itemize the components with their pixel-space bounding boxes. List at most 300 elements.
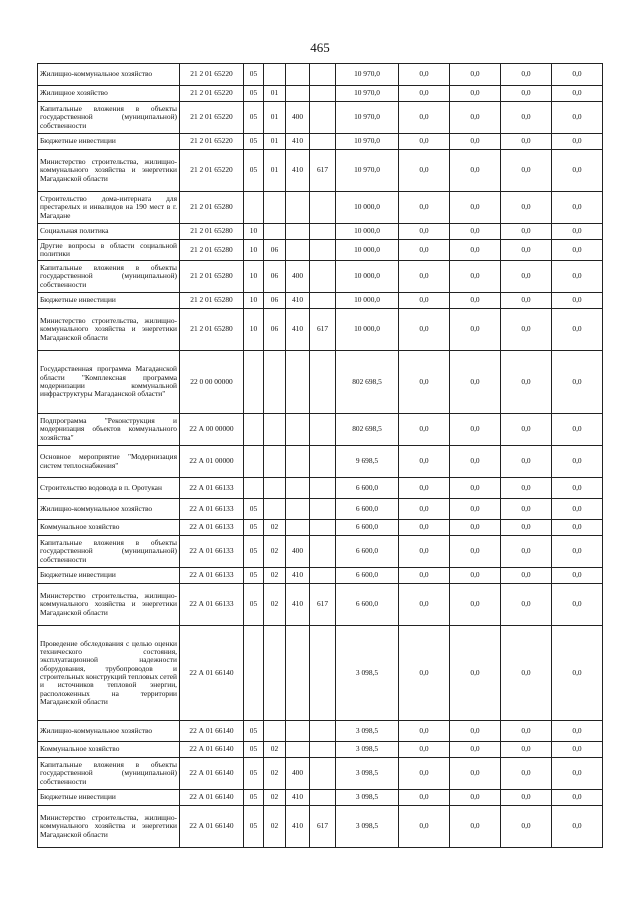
row-value-1: 0,0	[399, 261, 450, 293]
row-value-4: 0,0	[552, 499, 603, 520]
row-subsection	[264, 499, 286, 520]
row-administrator	[310, 721, 336, 742]
row-code: 22 А 01 66140	[180, 626, 244, 721]
row-value-2: 0,0	[450, 536, 501, 568]
row-value-3: 0,0	[501, 568, 552, 584]
row-amount: 10 000,0	[336, 293, 399, 309]
row-administrator	[310, 414, 336, 446]
row-value-2: 0,0	[450, 721, 501, 742]
row-value-4: 0,0	[552, 758, 603, 790]
row-subsection: 02	[264, 568, 286, 584]
row-value-4: 0,0	[552, 721, 603, 742]
row-value-1: 0,0	[399, 446, 450, 478]
row-value-4: 0,0	[552, 192, 603, 224]
row-administrator	[310, 520, 336, 536]
table-row	[38, 414, 603, 446]
row-value-4: 0,0	[552, 446, 603, 478]
row-subsection: 06	[264, 293, 286, 309]
row-administrator	[310, 86, 336, 102]
row-value-1: 0,0	[399, 192, 450, 224]
table-row	[38, 520, 603, 536]
row-amount: 10 000,0	[336, 309, 399, 351]
row-administrator	[310, 192, 336, 224]
row-value-3: 0,0	[501, 192, 552, 224]
row-name: Министерство строительства, жилищно-коммунального хозяйства и энергетики Магаданской области	[38, 150, 180, 192]
row-section: 05	[244, 520, 264, 536]
row-value-1: 0,0	[399, 86, 450, 102]
row-name: Министерство строительства, жилищно-коммунального хозяйства и энергетики Магаданской области	[38, 806, 180, 848]
row-expense-type	[286, 742, 310, 758]
row-code: 22 А 01 66133	[180, 499, 244, 520]
row-value-1: 0,0	[399, 536, 450, 568]
row-value-2: 0,0	[450, 626, 501, 721]
row-value-4: 0,0	[552, 626, 603, 721]
row-value-4: 0,0	[552, 568, 603, 584]
row-name: Строительство водовода в п. Оротукан	[38, 478, 180, 499]
row-subsection: 01	[264, 102, 286, 134]
row-section	[244, 446, 264, 478]
row-value-4: 0,0	[552, 64, 603, 86]
row-code: 21 2 01 65220	[180, 86, 244, 102]
row-amount: 3 098,5	[336, 758, 399, 790]
row-subsection: 06	[264, 309, 286, 351]
row-expense-type	[286, 626, 310, 721]
row-administrator	[310, 568, 336, 584]
row-section: 10	[244, 261, 264, 293]
row-code: 21 2 01 65220	[180, 64, 244, 86]
table-row	[38, 742, 603, 758]
row-section	[244, 351, 264, 414]
row-section: 05	[244, 134, 264, 150]
row-value-3: 0,0	[501, 224, 552, 240]
row-name: Капитальные вложения в объекты государственной (муниципальной) собственности	[38, 261, 180, 293]
row-value-2: 0,0	[450, 478, 501, 499]
row-name: Бюджетные инвестиции	[38, 568, 180, 584]
row-amount: 10 970,0	[336, 64, 399, 86]
row-value-1: 0,0	[399, 224, 450, 240]
row-value-4: 0,0	[552, 790, 603, 806]
row-code: 21 2 01 65280	[180, 224, 244, 240]
row-subsection: 02	[264, 758, 286, 790]
row-subsection: 06	[264, 261, 286, 293]
row-amount: 802 698,5	[336, 351, 399, 414]
table-row	[38, 790, 603, 806]
row-administrator: 617	[310, 150, 336, 192]
row-value-2: 0,0	[450, 224, 501, 240]
row-expense-type: 400	[286, 536, 310, 568]
row-value-1: 0,0	[399, 150, 450, 192]
row-section: 10	[244, 224, 264, 240]
table-row	[38, 446, 603, 478]
row-value-4: 0,0	[552, 520, 603, 536]
row-value-4: 0,0	[552, 102, 603, 134]
row-expense-type	[286, 351, 310, 414]
row-expense-type: 400	[286, 261, 310, 293]
row-expense-type	[286, 520, 310, 536]
row-name: Коммунальное хозяйство	[38, 520, 180, 536]
row-code: 22 А 01 66140	[180, 721, 244, 742]
table-row	[38, 134, 603, 150]
row-value-4: 0,0	[552, 351, 603, 414]
table-row	[38, 293, 603, 309]
row-subsection: 01	[264, 134, 286, 150]
row-expense-type	[286, 721, 310, 742]
row-section: 10	[244, 309, 264, 351]
table-row	[38, 261, 603, 293]
table-row	[38, 499, 603, 520]
page-number: 465	[310, 40, 330, 55]
row-name: Министерство строительства, жилищно-коммунального хозяйства и энергетики Магаданской области	[38, 584, 180, 626]
row-value-2: 0,0	[450, 240, 501, 261]
row-value-3: 0,0	[501, 499, 552, 520]
budget-table	[37, 63, 603, 848]
row-expense-type	[286, 86, 310, 102]
row-value-3: 0,0	[501, 134, 552, 150]
row-administrator: 617	[310, 309, 336, 351]
row-expense-type	[286, 224, 310, 240]
row-administrator	[310, 536, 336, 568]
row-value-1: 0,0	[399, 478, 450, 499]
row-value-3: 0,0	[501, 293, 552, 309]
row-value-1: 0,0	[399, 806, 450, 848]
row-value-3: 0,0	[501, 721, 552, 742]
row-amount: 10 000,0	[336, 192, 399, 224]
row-value-3: 0,0	[501, 351, 552, 414]
row-value-1: 0,0	[399, 626, 450, 721]
row-name: Бюджетные инвестиции	[38, 790, 180, 806]
row-name: Капитальные вложения в объекты государственной (муниципальной) собственности	[38, 536, 180, 568]
row-expense-type: 410	[286, 584, 310, 626]
row-code: 22 А 01 66133	[180, 584, 244, 626]
row-value-4: 0,0	[552, 293, 603, 309]
row-expense-type: 400	[286, 102, 310, 134]
row-expense-type: 410	[286, 293, 310, 309]
row-value-3: 0,0	[501, 446, 552, 478]
row-subsection	[264, 192, 286, 224]
row-value-3: 0,0	[501, 86, 552, 102]
row-amount: 10 000,0	[336, 261, 399, 293]
table-row	[38, 192, 603, 224]
row-value-3: 0,0	[501, 806, 552, 848]
row-amount: 9 698,5	[336, 446, 399, 478]
row-name: Капитальные вложения в объекты государственной (муниципальной) собственности	[38, 102, 180, 134]
row-section	[244, 414, 264, 446]
row-value-4: 0,0	[552, 240, 603, 261]
table-row	[38, 150, 603, 192]
row-name: Жилищное хозяйство	[38, 86, 180, 102]
row-value-2: 0,0	[450, 790, 501, 806]
row-subsection: 02	[264, 790, 286, 806]
row-value-2: 0,0	[450, 134, 501, 150]
row-value-3: 0,0	[501, 150, 552, 192]
row-section: 05	[244, 584, 264, 626]
row-code: 21 2 01 65220	[180, 102, 244, 134]
row-value-1: 0,0	[399, 64, 450, 86]
row-administrator	[310, 351, 336, 414]
row-value-3: 0,0	[501, 240, 552, 261]
row-expense-type: 410	[286, 790, 310, 806]
row-value-2: 0,0	[450, 192, 501, 224]
row-value-1: 0,0	[399, 240, 450, 261]
row-value-1: 0,0	[399, 293, 450, 309]
row-value-2: 0,0	[450, 499, 501, 520]
row-value-1: 0,0	[399, 520, 450, 536]
row-value-3: 0,0	[501, 790, 552, 806]
table-row	[38, 758, 603, 790]
table-row	[38, 102, 603, 134]
row-section: 05	[244, 568, 264, 584]
row-value-4: 0,0	[552, 261, 603, 293]
row-amount: 3 098,5	[336, 721, 399, 742]
row-amount: 3 098,5	[336, 626, 399, 721]
row-section: 05	[244, 499, 264, 520]
row-value-4: 0,0	[552, 224, 603, 240]
row-value-3: 0,0	[501, 102, 552, 134]
row-amount: 10 970,0	[336, 134, 399, 150]
row-subsection	[264, 478, 286, 499]
row-name: Бюджетные инвестиции	[38, 134, 180, 150]
row-value-2: 0,0	[450, 309, 501, 351]
row-value-2: 0,0	[450, 584, 501, 626]
row-value-3: 0,0	[501, 478, 552, 499]
row-code: 22 А 01 66140	[180, 790, 244, 806]
row-value-2: 0,0	[450, 806, 501, 848]
row-code: 22 А 01 00000	[180, 446, 244, 478]
row-expense-type: 410	[286, 806, 310, 848]
row-expense-type: 410	[286, 134, 310, 150]
row-section: 05	[244, 790, 264, 806]
row-expense-type	[286, 499, 310, 520]
table-row	[38, 536, 603, 568]
table-row	[38, 626, 603, 721]
row-value-2: 0,0	[450, 86, 501, 102]
row-name: Строительство дома-интерната для престарелых и инвалидов на 190 мест в г. Магадане	[38, 192, 180, 224]
row-administrator	[310, 626, 336, 721]
row-expense-type	[286, 478, 310, 499]
row-amount: 10 970,0	[336, 150, 399, 192]
row-administrator	[310, 293, 336, 309]
row-code: 21 2 01 65280	[180, 192, 244, 224]
row-administrator: 617	[310, 806, 336, 848]
row-subsection	[264, 351, 286, 414]
row-section: 10	[244, 293, 264, 309]
row-value-3: 0,0	[501, 309, 552, 351]
row-administrator	[310, 446, 336, 478]
row-section: 05	[244, 721, 264, 742]
row-code: 22 А 01 66140	[180, 758, 244, 790]
row-subsection	[264, 721, 286, 742]
row-subsection	[264, 446, 286, 478]
row-name: Проведение обследования с целью оценки технического состояния, эксплуатационной надежности оборудования, трубопроводов и строительных конструкций тепловых сетей и источников тепловой энергии, расположенных на территории Магаданской области	[38, 626, 180, 721]
row-subsection: 01	[264, 86, 286, 102]
row-code: 22 А 01 66140	[180, 742, 244, 758]
row-amount: 10 970,0	[336, 102, 399, 134]
row-expense-type	[286, 414, 310, 446]
row-name: Министерство строительства, жилищно-коммунального хозяйства и энергетики Магаданской области	[38, 309, 180, 351]
row-administrator	[310, 478, 336, 499]
row-value-2: 0,0	[450, 261, 501, 293]
row-value-2: 0,0	[450, 446, 501, 478]
row-amount: 10 970,0	[336, 86, 399, 102]
row-subsection: 02	[264, 584, 286, 626]
table-row	[38, 721, 603, 742]
row-value-4: 0,0	[552, 478, 603, 499]
row-administrator	[310, 790, 336, 806]
row-section: 05	[244, 86, 264, 102]
row-expense-type	[286, 64, 310, 86]
row-administrator	[310, 64, 336, 86]
row-value-1: 0,0	[399, 499, 450, 520]
row-name: Жилищно-коммунальное хозяйство	[38, 499, 180, 520]
table-row	[38, 224, 603, 240]
row-value-1: 0,0	[399, 134, 450, 150]
row-expense-type: 400	[286, 758, 310, 790]
row-expense-type	[286, 240, 310, 261]
row-administrator	[310, 240, 336, 261]
row-value-1: 0,0	[399, 414, 450, 446]
row-amount: 6 600,0	[336, 584, 399, 626]
row-value-4: 0,0	[552, 584, 603, 626]
row-section: 05	[244, 806, 264, 848]
row-administrator	[310, 102, 336, 134]
row-amount: 3 098,5	[336, 806, 399, 848]
table-row	[38, 309, 603, 351]
row-subsection: 06	[264, 240, 286, 261]
row-code: 22 А 01 66133	[180, 520, 244, 536]
row-section: 05	[244, 150, 264, 192]
row-code: 22 А 01 66140	[180, 806, 244, 848]
row-administrator	[310, 134, 336, 150]
row-value-2: 0,0	[450, 102, 501, 134]
row-amount: 10 000,0	[336, 224, 399, 240]
row-expense-type: 410	[286, 150, 310, 192]
row-subsection	[264, 64, 286, 86]
row-section: 10	[244, 240, 264, 261]
row-value-3: 0,0	[501, 414, 552, 446]
table-row	[38, 240, 603, 261]
row-value-1: 0,0	[399, 790, 450, 806]
row-value-2: 0,0	[450, 150, 501, 192]
row-value-1: 0,0	[399, 351, 450, 414]
row-administrator: 617	[310, 584, 336, 626]
row-value-4: 0,0	[552, 414, 603, 446]
row-value-4: 0,0	[552, 134, 603, 150]
row-code: 21 2 01 65280	[180, 240, 244, 261]
row-subsection	[264, 224, 286, 240]
row-value-1: 0,0	[399, 568, 450, 584]
row-subsection: 02	[264, 806, 286, 848]
row-value-1: 0,0	[399, 309, 450, 351]
row-administrator	[310, 742, 336, 758]
row-value-2: 0,0	[450, 293, 501, 309]
row-code: 22 А 01 66133	[180, 536, 244, 568]
row-administrator	[310, 758, 336, 790]
row-name: Жилищно-коммунальное хозяйство	[38, 721, 180, 742]
row-subsection	[264, 626, 286, 721]
row-name: Социальная политика	[38, 224, 180, 240]
row-subsection	[264, 414, 286, 446]
table-row	[38, 584, 603, 626]
table-row	[38, 64, 603, 86]
row-amount: 6 600,0	[336, 520, 399, 536]
row-value-2: 0,0	[450, 758, 501, 790]
row-value-2: 0,0	[450, 568, 501, 584]
row-administrator	[310, 261, 336, 293]
row-code: 22 А 01 66133	[180, 478, 244, 499]
table-row	[38, 351, 603, 414]
row-expense-type	[286, 446, 310, 478]
row-name: Основное мероприятие "Модернизация систем теплоснабжения"	[38, 446, 180, 478]
row-code: 21 2 01 65280	[180, 261, 244, 293]
row-subsection: 02	[264, 536, 286, 568]
row-value-3: 0,0	[501, 742, 552, 758]
row-name: Капитальные вложения в объекты государственной (муниципальной) собственности	[38, 758, 180, 790]
row-section: 05	[244, 536, 264, 568]
row-amount: 6 600,0	[336, 536, 399, 568]
row-amount: 10 000,0	[336, 240, 399, 261]
row-section	[244, 626, 264, 721]
row-value-4: 0,0	[552, 536, 603, 568]
row-amount: 6 600,0	[336, 499, 399, 520]
row-value-4: 0,0	[552, 309, 603, 351]
row-amount: 3 098,5	[336, 790, 399, 806]
table-body	[38, 64, 603, 848]
row-section: 05	[244, 758, 264, 790]
row-administrator	[310, 499, 336, 520]
row-value-3: 0,0	[501, 584, 552, 626]
row-name: Государственная программа Магаданской области "Комплексная программа модернизации коммунальной инфраструктуры Магаданской области"	[38, 351, 180, 414]
row-value-1: 0,0	[399, 102, 450, 134]
table-row	[38, 568, 603, 584]
row-administrator	[310, 224, 336, 240]
row-code: 21 2 01 65280	[180, 309, 244, 351]
row-value-3: 0,0	[501, 520, 552, 536]
row-section	[244, 478, 264, 499]
row-section	[244, 192, 264, 224]
row-value-4: 0,0	[552, 806, 603, 848]
row-code: 21 2 01 65220	[180, 134, 244, 150]
row-name: Другие вопросы в области социальной политики	[38, 240, 180, 261]
row-value-2: 0,0	[450, 742, 501, 758]
row-value-2: 0,0	[450, 520, 501, 536]
row-subsection: 02	[264, 742, 286, 758]
row-expense-type	[286, 192, 310, 224]
row-value-2: 0,0	[450, 64, 501, 86]
row-value-1: 0,0	[399, 584, 450, 626]
row-value-4: 0,0	[552, 86, 603, 102]
row-section: 05	[244, 102, 264, 134]
row-code: 22 0 00 00000	[180, 351, 244, 414]
row-expense-type: 410	[286, 568, 310, 584]
table-row	[38, 478, 603, 499]
row-code: 21 2 01 65280	[180, 293, 244, 309]
row-name: Жилищно-коммунальное хозяйство	[38, 64, 180, 86]
row-expense-type: 410	[286, 309, 310, 351]
row-amount: 802 698,5	[336, 414, 399, 446]
row-value-2: 0,0	[450, 351, 501, 414]
table-row	[38, 806, 603, 848]
row-value-3: 0,0	[501, 536, 552, 568]
row-name: Коммунальное хозяйство	[38, 742, 180, 758]
row-value-4: 0,0	[552, 150, 603, 192]
row-value-3: 0,0	[501, 626, 552, 721]
row-amount: 6 600,0	[336, 568, 399, 584]
row-subsection: 02	[264, 520, 286, 536]
table-row	[38, 86, 603, 102]
row-amount: 6 600,0	[336, 478, 399, 499]
row-value-3: 0,0	[501, 261, 552, 293]
row-code: 22 А 00 00000	[180, 414, 244, 446]
